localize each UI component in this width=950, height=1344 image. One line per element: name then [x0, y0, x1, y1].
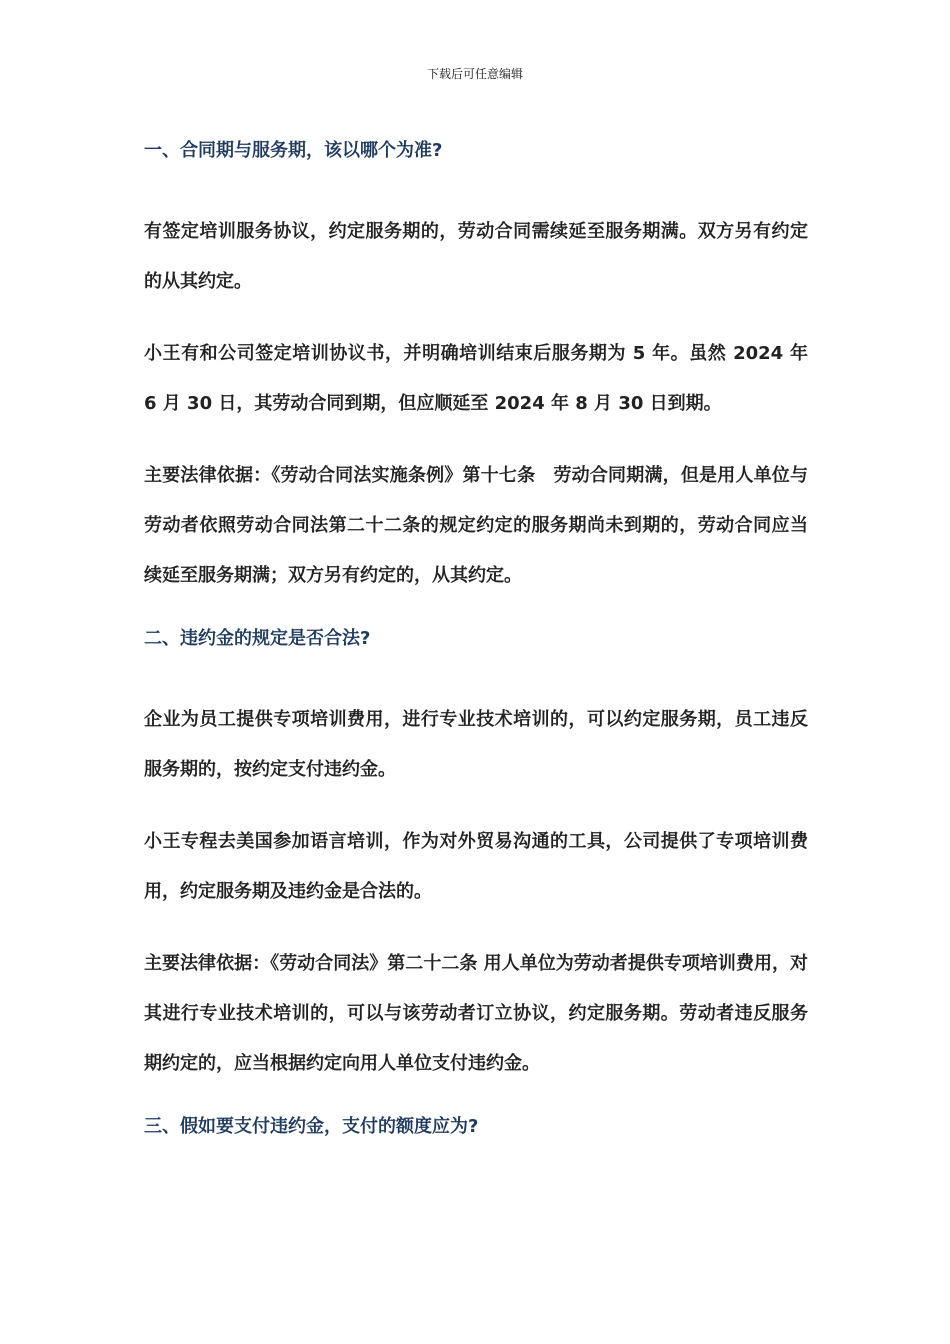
- section-heading: 三、假如要支付违约金，支付的额度应为?: [144, 1116, 479, 1137]
- document-body: [144, 135, 808, 1183]
- paragraph: 小王专程去美国参加语言培训，作为对外贸易沟通的工具，公司提供了专项培训费用，约定服务期及违约金是合法的。: [144, 831, 808, 902]
- section-heading: 一、合同期与服务期，该以哪个为准?: [144, 140, 443, 161]
- section-1: [144, 135, 808, 601]
- page-header: 下载后可任意编辑: [426, 67, 523, 81]
- paragraph: 小王有和公司签定培训协议书，并明确培训结束后服务期为 5 年。虽然 2024 年 6 月 30 日，其劳动合同到期，但应顺延至 2024 年 8 月 30 日到期。: [144, 343, 808, 414]
- paragraph: 企业为员工提供专项培训费用，进行专业技术培训的，可以约定服务期，员工违反服务期的，按约定支付违约金。: [144, 709, 808, 780]
- section-2: [144, 623, 808, 1089]
- section-3: [144, 1111, 808, 1143]
- section-heading: 二、违约金的规定是否合法?: [144, 628, 371, 649]
- paragraph: 主要法律依据：《劳动合同法实施条例》第十七条 劳动合同期满，但是用人单位与劳动者依照劳动合同法第二十二条的规定约定的服务期尚未到期的，劳动合同应当续延至服务期满；双方另有约定的，从其约定。: [144, 465, 808, 586]
- paragraph: 主要法律依据：《劳动合同法》第二十二条 用人单位为劳动者提供专项培训费用，对其进行专业技术培训的，可以与该劳动者订立协议，约定服务期。劳动者违反服务期约定的，应当根据约定向用人单位支付违约金。: [144, 953, 808, 1074]
- paragraph: 有签定培训服务协议，约定服务期的，劳动合同需续延至服务期满。双方另有约定的从其约定。: [144, 221, 808, 292]
